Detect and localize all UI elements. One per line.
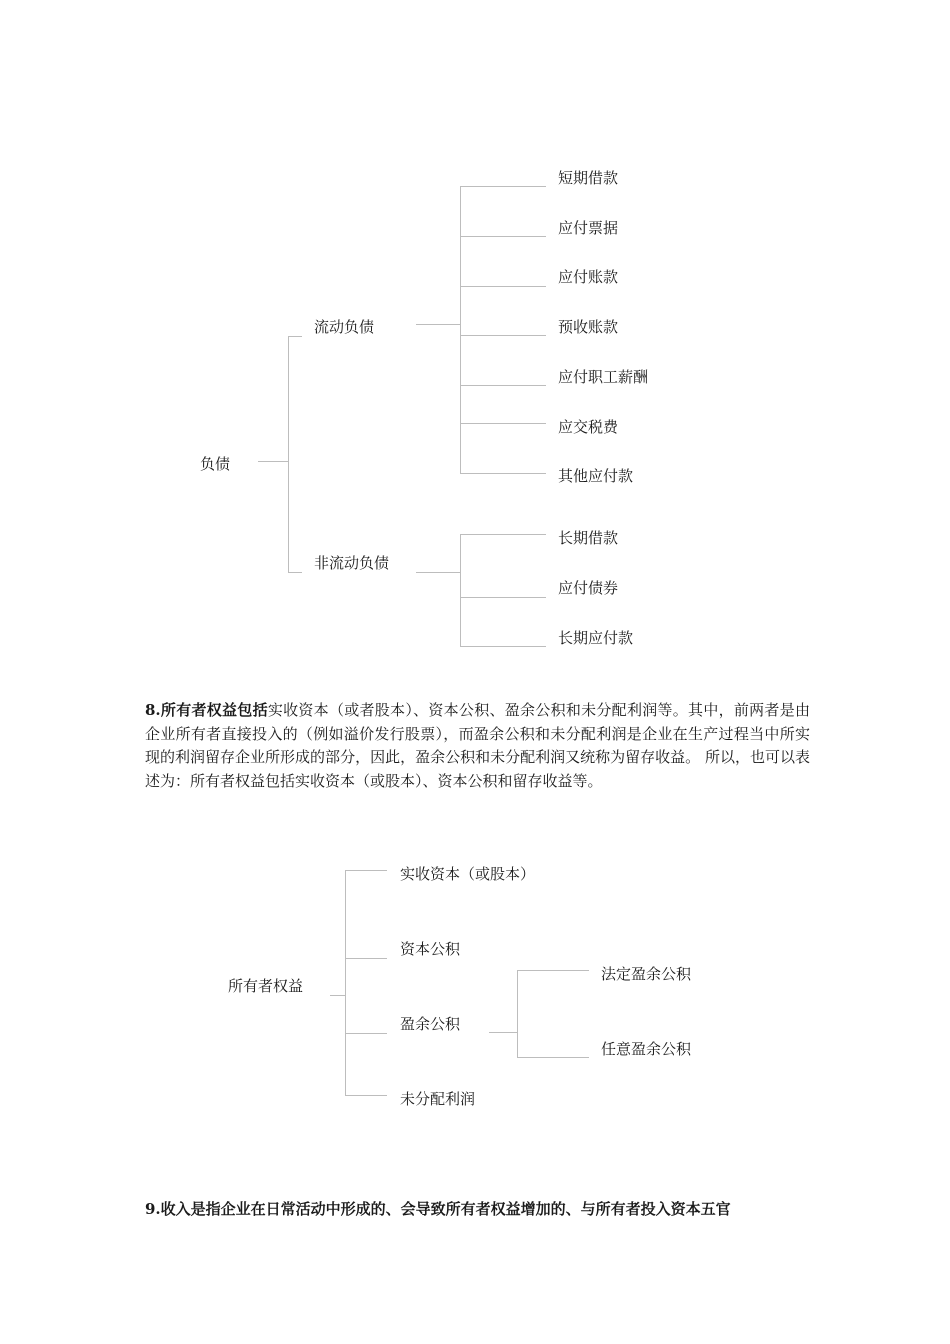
leaf-item: 应付账款 [558,268,619,286]
connector [460,423,546,424]
connector [517,1057,589,1058]
leaf-item: 短期借款 [558,169,619,187]
connector [416,324,460,325]
surplus-subitem: 任意盈余公积 [601,1040,692,1058]
connector [460,534,461,646]
leaf-item: 应付债券 [558,579,619,597]
connector [416,572,460,573]
connector [517,970,518,1057]
connector [345,1033,387,1034]
leaf-item: 长期应付款 [558,629,634,647]
connector [460,335,546,336]
leaf-item: 应付职工薪酬 [558,368,649,386]
connector [288,572,302,573]
section-8-body: 实收资本（或者股本）、资本公积、盈余公积和未分配利润等。其中，前两者是由企业所有者直接投入的（例如溢价发行股票），而盈余公积和未分配利润是企业在生产过程当中所实现的利润留存企业所形成的部分，因此，盈余公积和未分配利润又统称为留存收益。 所以，也可以表述为：所有者权益包括实收资本（或股本）、资本公积和留存收益等。 [145,701,810,790]
connector [460,646,546,647]
connector [330,995,345,996]
connector [460,534,546,535]
surplus-subitem: 法定盈余公积 [601,965,692,983]
connector [460,186,461,473]
equity-item: 资本公积 [400,940,461,958]
connector [460,236,546,237]
leaf-item: 长期借款 [558,529,619,547]
section-8-paragraph [145,699,810,793]
tree-root-owners-equity: 所有者权益 [228,977,304,995]
connector [258,461,288,462]
connector [489,1032,517,1033]
equity-item: 实收资本（或股本） [400,865,536,883]
connector [460,597,546,598]
tree-root-liabilities: 负债 [200,455,231,473]
connector [460,385,546,386]
connector [345,870,346,1095]
equity-item: 未分配利润 [400,1090,476,1108]
leaf-item: 其他应付款 [558,467,634,485]
leaf-item: 应交税费 [558,418,619,436]
branch-noncurrent-liabilities: 非流动负债 [314,554,390,572]
connector [288,336,289,572]
connector [517,970,589,971]
connector [288,336,302,337]
section-8-heading: 8.所有者权益包括 [145,701,268,719]
section-9-heading: 9.收入是指企业在日常活动中形成的、会导致所有者权益增加的、与所有者投入资本五官 [145,1200,731,1218]
connector [460,286,546,287]
connector [460,186,546,187]
leaf-item: 预收账款 [558,318,619,336]
leaf-item: 应付票据 [558,219,619,237]
branch-current-liabilities: 流动负债 [314,318,375,336]
equity-item: 盈余公积 [400,1015,461,1033]
connector [345,870,387,871]
connector [345,1095,387,1096]
connector [345,958,387,959]
connector [460,473,546,474]
